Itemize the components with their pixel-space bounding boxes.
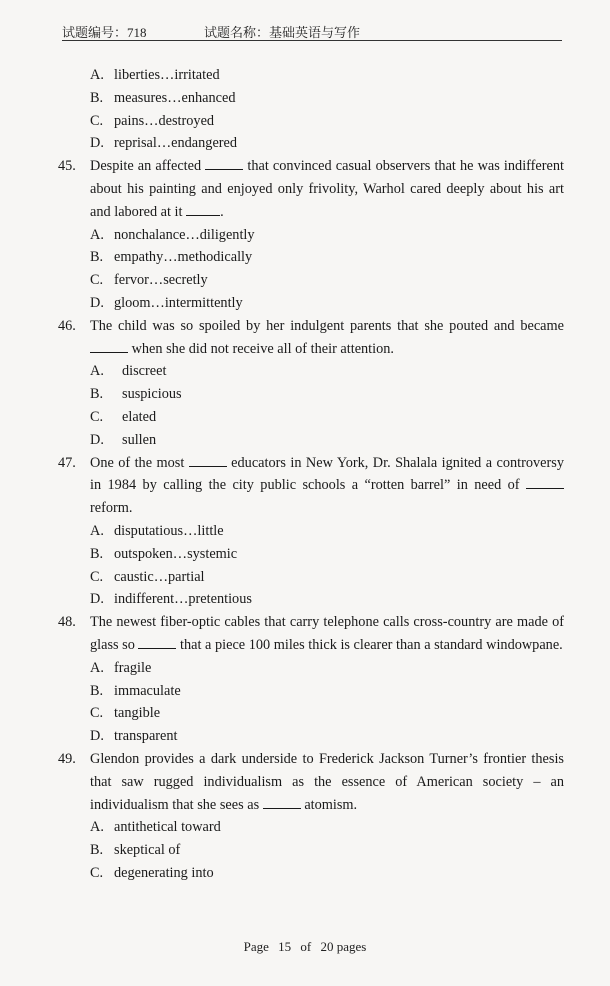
question-list	[58, 64, 564, 885]
question-stem: The child was so spoiled by her indulgent parents that she pouted and became when she did not receive all of their attention.	[90, 317, 564, 357]
question-number: 45.	[58, 158, 76, 175]
option-49-c: C. degenerating into	[90, 864, 214, 881]
question-47	[58, 452, 564, 520]
of-label: of	[300, 939, 312, 954]
answer-blank	[90, 338, 128, 353]
option-46-c: C. elated	[90, 408, 157, 425]
option-45-c: C. fervor…secretly	[90, 272, 208, 289]
answer-blank	[186, 201, 220, 216]
option-44-a: A. liberties…irritated	[90, 67, 220, 83]
question-number: 49.	[58, 750, 76, 767]
option-49-a: A. antithetical toward	[90, 819, 221, 836]
answer-blank	[138, 634, 176, 649]
answer-blank	[189, 452, 227, 467]
option-44-b: B. measures…enhanced	[90, 89, 236, 106]
question-number: 46.	[58, 317, 76, 334]
header-divider	[62, 40, 562, 41]
option-48-d: D. transparent	[90, 728, 178, 745]
question-46	[58, 315, 564, 361]
exam-subject: 试题名称：基础英语与写作	[204, 25, 361, 40]
option-47-c: C. caustic…partial	[90, 568, 205, 585]
option-45-d: D. gloom…intermittently	[90, 294, 243, 311]
question-number: 48.	[58, 614, 76, 631]
option-46-b: B. suspicious	[90, 386, 182, 403]
exam-code: 试题编号：718	[62, 25, 147, 40]
question-stem: Despite an affected that convinced casual observers that he was indifferent about his painting and enjoyed only frivolity, Warhol cared deeply about his art and labored at it .	[90, 155, 564, 223]
question-44-options	[58, 64, 564, 155]
question-stem: One of the most educators in New York, Dr. Shalala ignited a controversy in 1984 by calling the city public schools a “rotten barrel” in need of reform.	[90, 452, 564, 520]
option-45-a: A. nonchalance…diligently	[90, 226, 255, 243]
answer-blank	[526, 474, 564, 489]
option-48-a: A. fragile	[90, 659, 152, 676]
total-pages: 20 pages	[320, 939, 367, 954]
option-46-a: A. discreet	[90, 363, 167, 380]
option-47-d: D. indifferent…pretentious	[90, 591, 252, 608]
option-44-d: D. reprisal…endangered	[90, 135, 238, 152]
question-number: 47.	[58, 454, 76, 471]
page-number: 15	[278, 939, 292, 954]
page-label: Page	[243, 939, 269, 954]
option-49-b: B. skeptical of	[90, 842, 181, 859]
page-footer	[0, 939, 610, 955]
question-stem: Glendon provides a dark underside to Frederick Jackson Turner’s frontier thesis that saw rugged individualism as the essence of American society – an individualism that she sees as atomism.	[90, 750, 564, 813]
option-47-a: A. disputatious…little	[90, 522, 224, 539]
question-45	[58, 155, 564, 223]
answer-blank	[205, 155, 243, 170]
question-48	[58, 611, 564, 657]
option-44-c: C. pains…destroyed	[90, 112, 215, 129]
option-46-d: D. sullen	[90, 431, 157, 448]
option-48-b: B. immaculate	[90, 682, 181, 699]
question-stem: The newest fiber-optic cables that carry telephone calls cross-country are made of glass so that a piece 100 miles thick is clearer than a standard windowpane.	[90, 614, 564, 653]
option-47-b: B. outspoken…systemic	[90, 545, 238, 562]
answer-blank	[263, 794, 301, 809]
option-48-c: C. tangible	[90, 705, 161, 722]
option-45-b: B. empathy…methodically	[90, 249, 253, 266]
question-49	[58, 748, 564, 816]
